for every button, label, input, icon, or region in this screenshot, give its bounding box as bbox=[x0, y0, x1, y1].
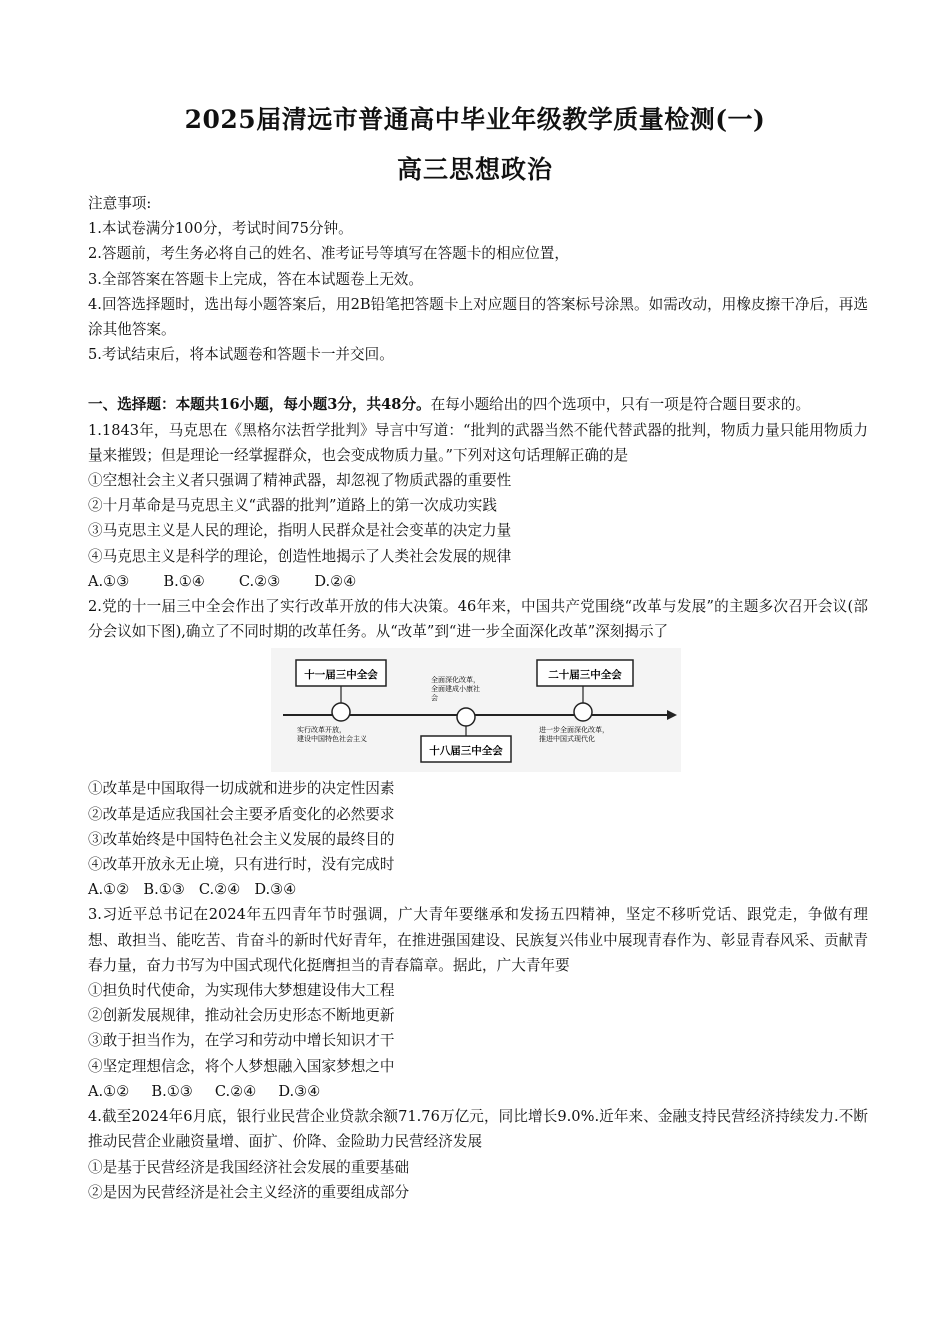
note-meeting-18-line3: 会 bbox=[431, 694, 438, 703]
option-b: B.①④ bbox=[163, 572, 205, 590]
statement: ④坚定理想信念，将个人梦想融入国家梦想之中 bbox=[88, 1057, 395, 1075]
statement: ③马克思主义是人民的理论，指明人民群众是社会变革的决定力量 bbox=[88, 522, 512, 540]
question-4-stem: 4.截至2024年6月底，银行业民营企业贷款余额71.76万亿元，同比增长9.0%.近年来、金融支持民营经济持续发力.不断推动民营企业融资量增、面扩、价降、金险助力民营经济发展 bbox=[88, 1108, 868, 1151]
node-meeting-18 bbox=[457, 708, 475, 726]
note-meeting-11-line2: 建设中国特色社会主义 bbox=[297, 735, 367, 744]
question-1-options bbox=[88, 569, 868, 594]
statement: ①空想社会主义者只强调了精神武器，却忽视了物质武器的重要性 bbox=[88, 472, 512, 490]
statement: ①是基于民营经济是我国经济社会发展的重要基础 bbox=[88, 1158, 410, 1176]
option-a: A.①② bbox=[88, 1082, 130, 1100]
question-3-stem: 3.习近平总书记在2024年五四青年节时强调，广大青年要继承和发扬五四精神，坚定不移听党话、跟党走，争做有理想、敢担当、能吃苦、肯奋斗的新时代好青年，在推进强国建设、民族复兴伟业中展现青春作为、彰显青春风采、贡献青春力量，奋力书写为中国式现代化挺膺担当的青春篇章。据此，广大青年要 bbox=[88, 906, 868, 974]
notice-item: 4.回答选择题时，选出每小题答案后，用2B铅笔把答题卡上对应题目的答案标号涂黑。如需改动，用橡皮擦干净后，再选涂其他答案。 bbox=[88, 295, 868, 339]
statement: ④马克思主义是科学的理论，创造性地揭示了人类社会发展的规律 bbox=[88, 547, 512, 565]
statement: ③改革始终是中国特色社会主义发展的最终目的 bbox=[88, 830, 395, 848]
option-c: C.②④ bbox=[214, 1082, 257, 1100]
statement: ②创新发展规律，推动社会历史形态不断地更新 bbox=[88, 1007, 395, 1025]
exam-title: 2025届清远市普通高中毕业年级教学质量检测(一) bbox=[184, 105, 766, 134]
label-meeting-18: 十八届三中全会 bbox=[429, 745, 503, 758]
label-meeting-20: 二十届三中全会 bbox=[548, 669, 622, 682]
section-heading-rest: 在每小题给出的四个选项中，只有一项是符合题目要求的。 bbox=[430, 396, 811, 414]
exam-body bbox=[88, 191, 868, 1205]
note-meeting-20-line1: 进一步全面深化改革， bbox=[539, 726, 609, 735]
notice-item: 3.全部答案在答题卡上完成，答在本试题卷上无效。 bbox=[88, 270, 423, 288]
note-meeting-18-line2: 全面建成小康社 bbox=[431, 685, 480, 694]
note-meeting-18-line1: 全面深化改革， bbox=[431, 676, 480, 685]
option-b: B.①③ bbox=[151, 1082, 193, 1100]
option-c: C.②④ bbox=[198, 881, 241, 899]
reform-timeline-figure bbox=[271, 648, 681, 772]
label-meeting-11: 十一届三中全会 bbox=[304, 669, 378, 682]
option-a: A.①② bbox=[88, 881, 130, 899]
question-1-stem: 1.1843年，马克思在《黑格尔法哲学批判》导言中写道：“批判的武器当然不能代替武器的批判，物质力量只能用物质力量来摧毁；但是理论一经掌握群众，也会变成物质力量。”下列对这句话理解正确的是 bbox=[88, 421, 868, 464]
option-a: A.①③ bbox=[88, 572, 130, 590]
section-heading bbox=[88, 392, 868, 417]
exam-subject: 高三思想政治 bbox=[396, 155, 553, 184]
note-meeting-20-line2: 推进中国式现代化 bbox=[539, 735, 595, 744]
statement: ③敢于担当作为，在学习和劳动中增长知识才干 bbox=[88, 1032, 395, 1050]
option-b: B.①③ bbox=[143, 881, 185, 899]
statement: ②是因为民营经济是社会主义经济的重要组成部分 bbox=[88, 1183, 410, 1201]
notice-item: 5.考试结束后，将本试题卷和答题卡一并交回。 bbox=[88, 346, 394, 364]
note-meeting-11-line1: 实行改革开放， bbox=[297, 726, 346, 735]
statement: ②十月革命是马克思主义“武器的批判”道路上的第一次成功实践 bbox=[88, 497, 497, 515]
notice-item: 2.答题前，考生务必将自己的姓名、准考证号等填写在答题卡的相应位置， bbox=[88, 245, 569, 263]
statement: ①担负时代使命，为实现伟大梦想建设伟大工程 bbox=[88, 982, 395, 1000]
statement: ②改革是适应我国社会主要矛盾变化的必然要求 bbox=[88, 805, 395, 823]
node-meeting-20 bbox=[574, 703, 592, 721]
notice-item: 1.本试卷满分100分，考试时间75分钟。 bbox=[88, 220, 353, 238]
statement: ④改革开放永无止境，只有进行时，没有完成时 bbox=[88, 856, 395, 874]
option-c: C.②③ bbox=[238, 572, 281, 590]
question-3-options bbox=[88, 1079, 868, 1104]
option-d: D.③④ bbox=[278, 1082, 321, 1100]
reform-timeline-svg bbox=[271, 648, 681, 772]
option-d: D.③④ bbox=[254, 881, 297, 899]
notice-heading: 注意事项: bbox=[88, 195, 152, 212]
node-meeting-11 bbox=[332, 703, 350, 721]
section-heading-bold: 一、选择题：本题共16小题，每小题3分，共48分。 bbox=[88, 396, 431, 414]
question-2-options bbox=[88, 877, 868, 902]
option-d: D.②④ bbox=[314, 572, 357, 590]
statement: ①改革是中国取得一切成就和进步的决定性因素 bbox=[88, 780, 395, 798]
question-2-stem: 2.党的十一届三中全会作出了实行改革开放的伟大决策。46年来，中国共产党围绕“改革与发展”的主题多次召开会议(部分会议如下图),确立了不同时期的改革任务。从“改革”到“进一步全面深化改革”深刻揭示了 bbox=[88, 598, 868, 641]
